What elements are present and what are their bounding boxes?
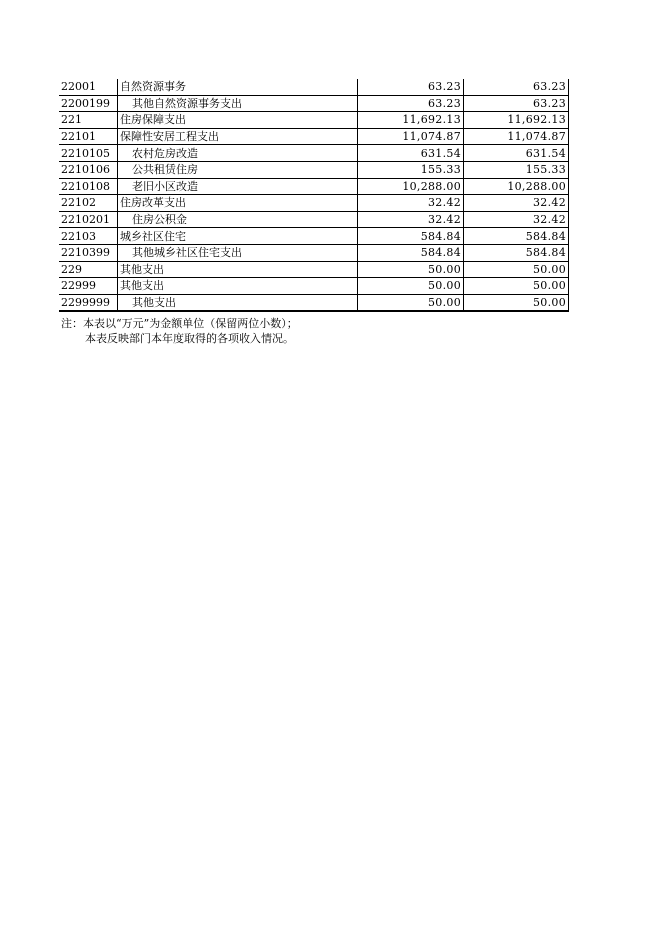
cell-amount-1: 32.42 <box>358 211 464 228</box>
table-row <box>59 261 569 278</box>
table-row <box>59 145 569 162</box>
budget-table-body <box>59 79 569 311</box>
cell-amount-2: 32.42 <box>464 195 569 212</box>
cell-name: 自然资源事务 <box>118 79 358 95</box>
cell-name: 其他支出 <box>118 261 358 278</box>
cell-amount-1: 10,288.00 <box>358 178 464 195</box>
cell-amount-1: 50.00 <box>358 294 464 311</box>
cell-amount-1: 155.33 <box>358 161 464 178</box>
table-row <box>59 195 569 212</box>
cell-amount-1: 11,692.13 <box>358 112 464 129</box>
cell-code: 2210108 <box>59 178 118 195</box>
cell-amount-1: 63.23 <box>358 79 464 95</box>
cell-name: 公共租赁住房 <box>118 161 358 178</box>
cell-amount-2: 63.23 <box>464 95 569 112</box>
budget-table <box>59 79 569 312</box>
cell-amount-2: 32.42 <box>464 211 569 228</box>
cell-amount-2: 50.00 <box>464 278 569 295</box>
cell-name: 其他城乡社区住宅支出 <box>118 244 358 261</box>
cell-name: 其他支出 <box>118 294 358 311</box>
table-row <box>59 95 569 112</box>
cell-code: 22103 <box>59 228 118 245</box>
cell-code: 2200199 <box>59 95 118 112</box>
cell-amount-1: 584.84 <box>358 244 464 261</box>
cell-amount-2: 584.84 <box>464 228 569 245</box>
cell-name: 住房保障支出 <box>118 112 358 129</box>
cell-amount-2: 11,692.13 <box>464 112 569 129</box>
cell-code: 2210106 <box>59 161 118 178</box>
cell-amount-2: 10,288.00 <box>464 178 569 195</box>
cell-code: 22001 <box>59 79 118 95</box>
cell-name: 保障性安居工程支出 <box>118 128 358 145</box>
table-row <box>59 128 569 145</box>
table-notes <box>61 316 298 346</box>
cell-amount-1: 584.84 <box>358 228 464 245</box>
cell-amount-1: 50.00 <box>358 261 464 278</box>
cell-code: 2210201 <box>59 211 118 228</box>
cell-amount-1: 32.42 <box>358 195 464 212</box>
budget-table-container <box>59 79 569 312</box>
cell-amount-2: 63.23 <box>464 79 569 95</box>
table-row <box>59 112 569 129</box>
cell-code: 229 <box>59 261 118 278</box>
cell-code: 2210399 <box>59 244 118 261</box>
cell-amount-1: 50.00 <box>358 278 464 295</box>
cell-amount-2: 584.84 <box>464 244 569 261</box>
cell-amount-2: 50.00 <box>464 261 569 278</box>
cell-amount-1: 11,074.87 <box>358 128 464 145</box>
table-row <box>59 211 569 228</box>
note-line-1: 注：本表以“万元”为金额单位（保留两位小数）； <box>61 317 298 330</box>
cell-code: 22102 <box>59 195 118 212</box>
cell-code: 2299999 <box>59 294 118 311</box>
cell-code: 2210105 <box>59 145 118 162</box>
table-row <box>59 278 569 295</box>
cell-amount-2: 631.54 <box>464 145 569 162</box>
cell-name: 住房公积金 <box>118 211 358 228</box>
cell-amount-2: 11,074.87 <box>464 128 569 145</box>
cell-name: 农村危房改造 <box>118 145 358 162</box>
table-row <box>59 294 569 311</box>
cell-code: 22101 <box>59 128 118 145</box>
cell-amount-1: 63.23 <box>358 95 464 112</box>
table-row <box>59 244 569 261</box>
cell-code: 22999 <box>59 278 118 295</box>
table-row <box>59 79 569 95</box>
cell-name: 城乡社区住宅 <box>118 228 358 245</box>
cell-name: 住房改革支出 <box>118 195 358 212</box>
table-row <box>59 228 569 245</box>
note-line-2: 本表反映部门本年度取得的各项收入情况。 <box>85 332 294 345</box>
cell-amount-2: 155.33 <box>464 161 569 178</box>
table-row <box>59 161 569 178</box>
cell-name: 老旧小区改造 <box>118 178 358 195</box>
cell-name: 其他支出 <box>118 278 358 295</box>
cell-amount-2: 50.00 <box>464 294 569 311</box>
table-row <box>59 178 569 195</box>
cell-code: 221 <box>59 112 118 129</box>
cell-name: 其他自然资源事务支出 <box>118 95 358 112</box>
cell-amount-1: 631.54 <box>358 145 464 162</box>
